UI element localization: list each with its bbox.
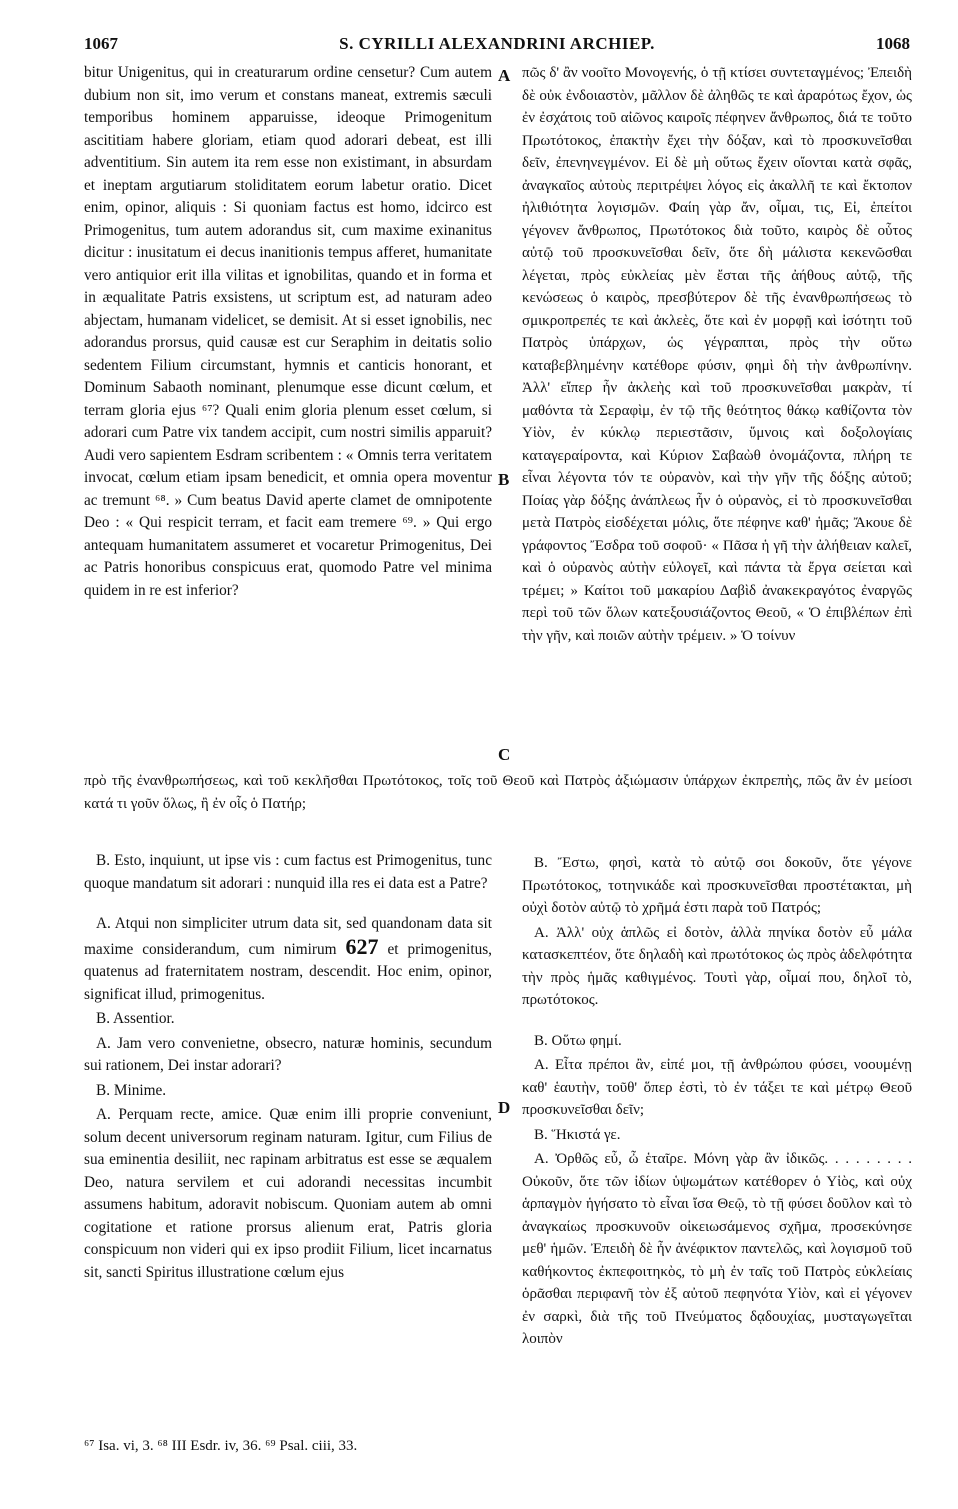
greek-text-top: πῶς δ' ἂν νοοῖτο Μονογενής, ὁ τῇ κτίσει συντεταγμένος; Ἐπειδὴ δὲ οὐκ ἐνδοιαστὸν, μᾶλλον δὲ ἀληθῶς τε καὶ ἀραρότως ἔχον, ὡς ἐν ἐσχάτοις τοῦ αἰῶνος καιροῖς πέφηνεν ἄνθρωπος, διά τε τοῦτο Πρωτότοκος, ἐπακτὴν ἔχει τὴν δόξαν, καὶ τὸ προσκυνεῖσθαι δεῖν, ἐπενηνεγμένον. Εἰ δὲ μὴ οὕτως ἔχειν οἴονται κατὰ σφᾶς, ἀναγκαῖος αὐτοὺς περιτρέψει λόγος εἰς ἀκαλλῆ τε καὶ ἔκτοπον ἠλιθιότητα λογισμῶν. Φαίη γὰρ ἄν, οἶμαι, τις, Εἰ, ἐπείτοι γέγονεν ἄνθρωπος, Πρωτότοκος διὰ τοῦτο, καιρὸς δὲ οὗτος αὐτῷ τοῦ προσκυνεῖσθαι δεῖν, ὅτε δὴ μάλιστα κεκενῶσθαι λέγεται, πρὸς εὐκλείας μὲν ἔσται τῆς ἀήθους αὐτῷ, τῆς κενώσεως ὁ καιρὸς, πρεσβύτερον δὲ τῆς ἐνανθρωπήσεως τὸ σμικροπρεπές τε καὶ ἀκλεὲς, ὅτε καὶ ἐν μορφῇ καὶ ἰσότητι τοῦ Πατρὸς ὑπάρχων, ὡς γέγραπται, πρὸς τὴν οὕτω καταβεβλημένην κατέθορε φύσιν, φημὶ δὴ τὴν ἀνθρωπίνην. Ἀλλ' εἴπερ ἦν ἀκλεὴς καὶ τοῦ προσκυνεῖσθαι μακρὰν, τί μαθόντα τὰ Σεραφὶμ, ἐν τῷ τῆς θεότητος θάκῳ καθίζοντα τὸν Υἱὸν, ἐν κύκλῳ περιεστᾶσιν, ὕμνοις καὶ δοξολογίαις καταγεραίροντα, καὶ Κύριον Σαβαὼθ ὀνομάζοντα, πλήρη τε εἶναι λέγοντα τόν τε οὐρανὸν, καὶ τὴν γῆν τῆς δόξης αὐτοῦ; Ποίας γὰρ δόξης ἀνάπλεως ἦν ὁ οὐρανὸς, εἰ τὸ προσκυνεῖσθαι μετὰ Πατρὸς εἰσδέχεται μόλις, ὅτε πέφηνε καθ' ἡμᾶς; Ἄκουε δὲ γράφοντος Ἔσδρα τοῦ σοφοῦ· « Πᾶσα ἡ γῆ τὴν ἀλήθειαν καλεῖ, καὶ ὁ οὐρανὸς αὐτὴν εὐλογεῖ, καὶ πάντα τὰ ἔργα σείεται καὶ τρέμει; » Καίτοι τοῦ μακαρίου Δαβὶδ ἀνακεκραγότος ἐναργῶς περὶ τοῦ τῶν ὅλων κατεξουσιάζοντος Θεοῦ, « Ὁ ἐπιβλέπων ἐπὶ τὴν γῆν, καὶ ποιῶν αὐτὴν τρέμειν. » Ὁ τοίνυν [522,65,912,644]
section-marker-d: D [498,1098,511,1117]
page-header [84,34,910,58]
latin-text-top: bitur Unigenitus, qui in creaturarum ordine censetur? Cum autem dubium non sit, imo verum et constans maneat, extremis sæculi temporibus hominem apparuisse, ideoque Primogenitum ascititiam habere gloriam, etiam quod adorari debeat, est illi adventitium. Sin autem ita rem esse non existimant, in absurdam et ineptam argutiarum stoliditatem eorum labetur oratio. Dicet enim, opinor, aliquis : Si quoniam factus est homo, idcirco est Primogenitus, tum autem adorandus sit, cum maxime exinanitus dicitur : inusitatum ei decus inanitionis tempus afferet, humanitate vero antiquior erit illa vilitas et ignobilitas, quando et in forma et in æqualitate Patris exsistens, ut scriptum est, ad naturam adeo abjectam, humanam videlicet, se demisit. At si esset ignobilis, nec adorandus prorsus, quid causæ est cur Seraphim in deitatis solio sedentem Filium circumstant, hymnis et canticis honorant, et Dominum Sabaoth nominant, plenumque esse dicunt cœlum, et terram gloria ejus ⁶⁷? Quali enim gloria plenum esset cœlum, si adorari cum Patre vix tandem accipit, cum nostri similis apparuit? Audi vero sapientem Esdram scribentem : « Omnis terra veritatem invocat, cœlum etiam ipsam benedicit, et omnia opera moventur ac tremunt ⁶⁸. » Cum beatus David aperte clamet de omnipotente Deo : « Qui respicit terram, et facit eam tremere ⁶⁹. » Qui ergo antequam humanitatem assumeret et vocaretur Primogenitus, Dei ac Patris honoribus conspicuus erat, quomodo Patre vel minima quidem in re est inferior? [84,64,492,599]
latin-column-bottom [84,850,492,1286]
greek-column-bottom [522,852,912,1353]
greek-paragraph: Β. Ἔστω, φησὶ, κατὰ τὸ αὐτῷ σοι δοκοῦν, ὅτε γέγονε Πρωτότοκος, τοτηνικάδε καὶ προσκυνεῖσθαι προστέτακται, μὴ οὐχὶ δοτὸν αὐτῷ τὸ χρῆμά ἐστι παρὰ τοῦ Πατρός; [522,855,912,916]
greek-paragraph: Β. Ἥκιστά γε. [534,1126,621,1143]
latin-paragraph: A. Jam vero convenietne, obsecro, naturæ hominis, secundum sui rationem, Dei instar adorari? [84,1034,492,1074]
greek-full-width-text: πρὸ τῆς ἐνανθρωπήσεως, καὶ τοῦ κεκλῆσθαι Πρωτότοκος, τοῖς τοῦ Θεοῦ καὶ Πατρὸς ἀξιώμασιν ὑπάρχων ἐκπρεπὴς, πῶς ἂν ἐν μείοσι κατά τι γοῦν ὅλως, ἢ ἐν οἷς ὁ Πατήρ; [84,773,912,812]
greek-full-width-line [84,770,912,815]
latin-column-top [84,62,492,602]
running-title: S. CYRILLI ALEXANDRINI ARCHIEP. [339,34,655,53]
latin-paragraph: B. Assentior. [96,1010,175,1027]
latin-paragraph [84,913,492,1006]
greek-paragraph: Α. Εἶτα πρέποι ἂν, εἰπέ μοι, τῇ ἀνθρώπου φύσει, νοουμένῃ καθ' ἑαυτὴν, τοῦθ' ὅπερ ἐστὶ, τὸ ἐν τάξει τε καὶ μέτρῳ Θεοῦ προσκυνεῖσθαι δεῖν; [522,1057,912,1118]
footnotes: ⁶⁷ Isa. vi, 3. ⁶⁸ III Esdr. iv, 36. ⁶⁹ Psal. ciii, 33. [84,1438,358,1454]
margin-page-number: 627 [345,933,379,959]
page-number-right: 1068 [876,34,910,53]
greek-paragraph: Α. Ἀλλ' οὐχ ἁπλῶς εἰ δοτὸν, ἀλλὰ πηνίκα δοτὸν εὖ μάλα κατασκεπτέον, ὅτε δηλαδὴ καὶ πρωτότοκος ὡς πρὸς ἀδελφότητα τὴν πρὸς ἡμᾶς καθιγμένος. Τουτὶ γὰρ, οἶμαί που, δηλοῖ τὸ, πρωτότοκος. [522,924,912,1008]
greek-paragraph: Α. Ὀρθῶς εὖ, ὦ ἑταῖρε. Μόνη γὰρ ἂν ἰδικῶς. . . . . . . . . Οὐκοῦν, ὅτε τῶν ἰδίων ὑψωμάτων κατέθορεν ὁ Υἱὸς, καὶ οὐχ ἁρπαγμὸν ἡγήσατο τὸ εἶναι ἴσα Θεῷ, τὸ τῇ φύσει δοῦλον καὶ τὸ ἀναγκαίως προσκυνοῦν οἰκειωσάμενος σχῆμα, προσεκύνησε μεθ' ἡμῶν. Ἐπειδὴ δὲ ἦν ἀνέφικτον παντελῶς, καὶ λογισμοῦ τοῦ καθήκοντος ἐκπεφοιτηκὸς, τὸ μὴ ἐν ταῖς τοῦ Πατρὸς εὐκλείαις ὁρᾶσθαι περιφανῆ τὸν ἐξ αὐτοῦ πεφηνότα Υἱὸν, καὶ εἰ γέγονεν ἐν σαρκὶ, διὰ τῆς τοῦ Πνεύματος δᾳδουχίας, μυσταγωγεῖται λοιπὸν [522,1151,912,1347]
page-number-left: 1067 [84,34,118,53]
latin-paragraph: B. Esto, inquiunt, ut ipse vis : cum factus est Primogenitus, tunc quoque mandatum sit adorari : nunquid illa res ei data est a Patre? [84,852,492,892]
latin-paragraph: B. Minime. [96,1081,167,1099]
section-marker-c: C [498,745,511,764]
latin-paragraph: A. Perquam recte, amice. Quæ enim illi proprie conveniunt, solum decent universorum reginam naturam. Igitur, cum Filius de sua eminentia desiliit, nec rapinam arbitratus est esse se æqualem Deo, natura servilem et cui adorandi necessitas incumbit assumens habitum, adoravit nobiscum. Quoniam autem ab omni cogitatione et ratione prorsus alienum erat, Patris gloria conspicuum non videri qui ex ipso prodiit Filium, licet incarnatus sit, sancti Spiritus illustratione cœlum ejus [84,1106,492,1281]
latin-paragraph-text: et primogenitus, quatenus ad fraternitatem nostram, descendit. Hoc enim, opinor, significat illud, primogenitus. [84,940,492,1003]
greek-paragraph: Β. Οὕτω φημί. [534,1032,622,1049]
greek-column-top [522,62,912,647]
section-marker-b: B [498,470,510,489]
latin-paragraph-text: A. Atqui non simpliciter utrum data sit, sed quandonam data sit maxime considerandum, cum nimirum [84,915,492,958]
section-marker-a: A [498,66,511,85]
